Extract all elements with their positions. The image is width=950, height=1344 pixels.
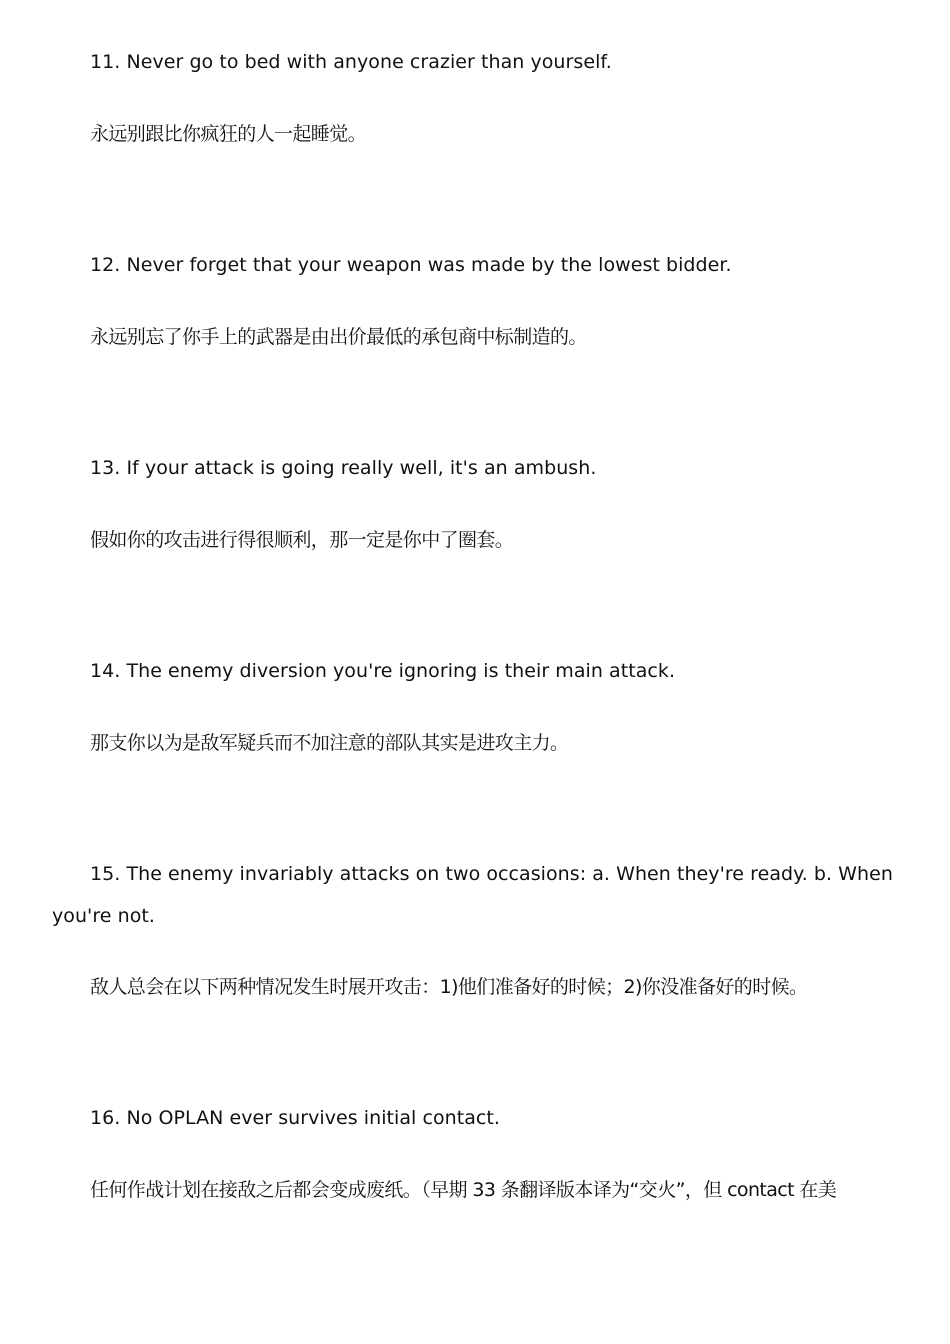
rule-14-chinese: 那支你以为是敌军疑兵而不加注意的部队其实是进攻主力。 [90, 732, 569, 754]
rule-13-english: 13. If your attack is going really well, it's an ambush. [90, 457, 597, 479]
rule-14-english: 14. The enemy diversion you're ignoring is their main attack. [90, 660, 676, 682]
rule-15-chinese: 敌人总会在以下两种情况发生时展开攻击：1)他们准备好的时候；2)你没准备好的时候。 [90, 976, 808, 998]
rule-11-chinese: 永远别跟比你疯狂的人一起睡觉。 [90, 123, 367, 145]
rule-12-chinese: 永远别忘了你手上的武器是由出价最低的承包商中标制造的。 [90, 326, 587, 348]
rule-16-english: 16. No OPLAN ever survives initial contact. [90, 1107, 501, 1129]
rule-16-chinese: 任何作战计划在接敌之后都会变成废纸。（早期 33 条翻译版本译为“交火”，但 contact 在美 [90, 1179, 837, 1201]
rule-13-chinese: 假如你的攻击进行得很顺利，那一定是你中了圈套。 [90, 529, 514, 551]
rule-12-english: 12. Never forget that your weapon was made by the lowest bidder. [90, 254, 732, 276]
rule-11-english: 11. Never go to bed with anyone crazier than yourself. [90, 51, 612, 73]
rule-15-english: 15. The enemy invariably attacks on two occasions: a. When they're ready. b. When you're not. [52, 863, 893, 927]
